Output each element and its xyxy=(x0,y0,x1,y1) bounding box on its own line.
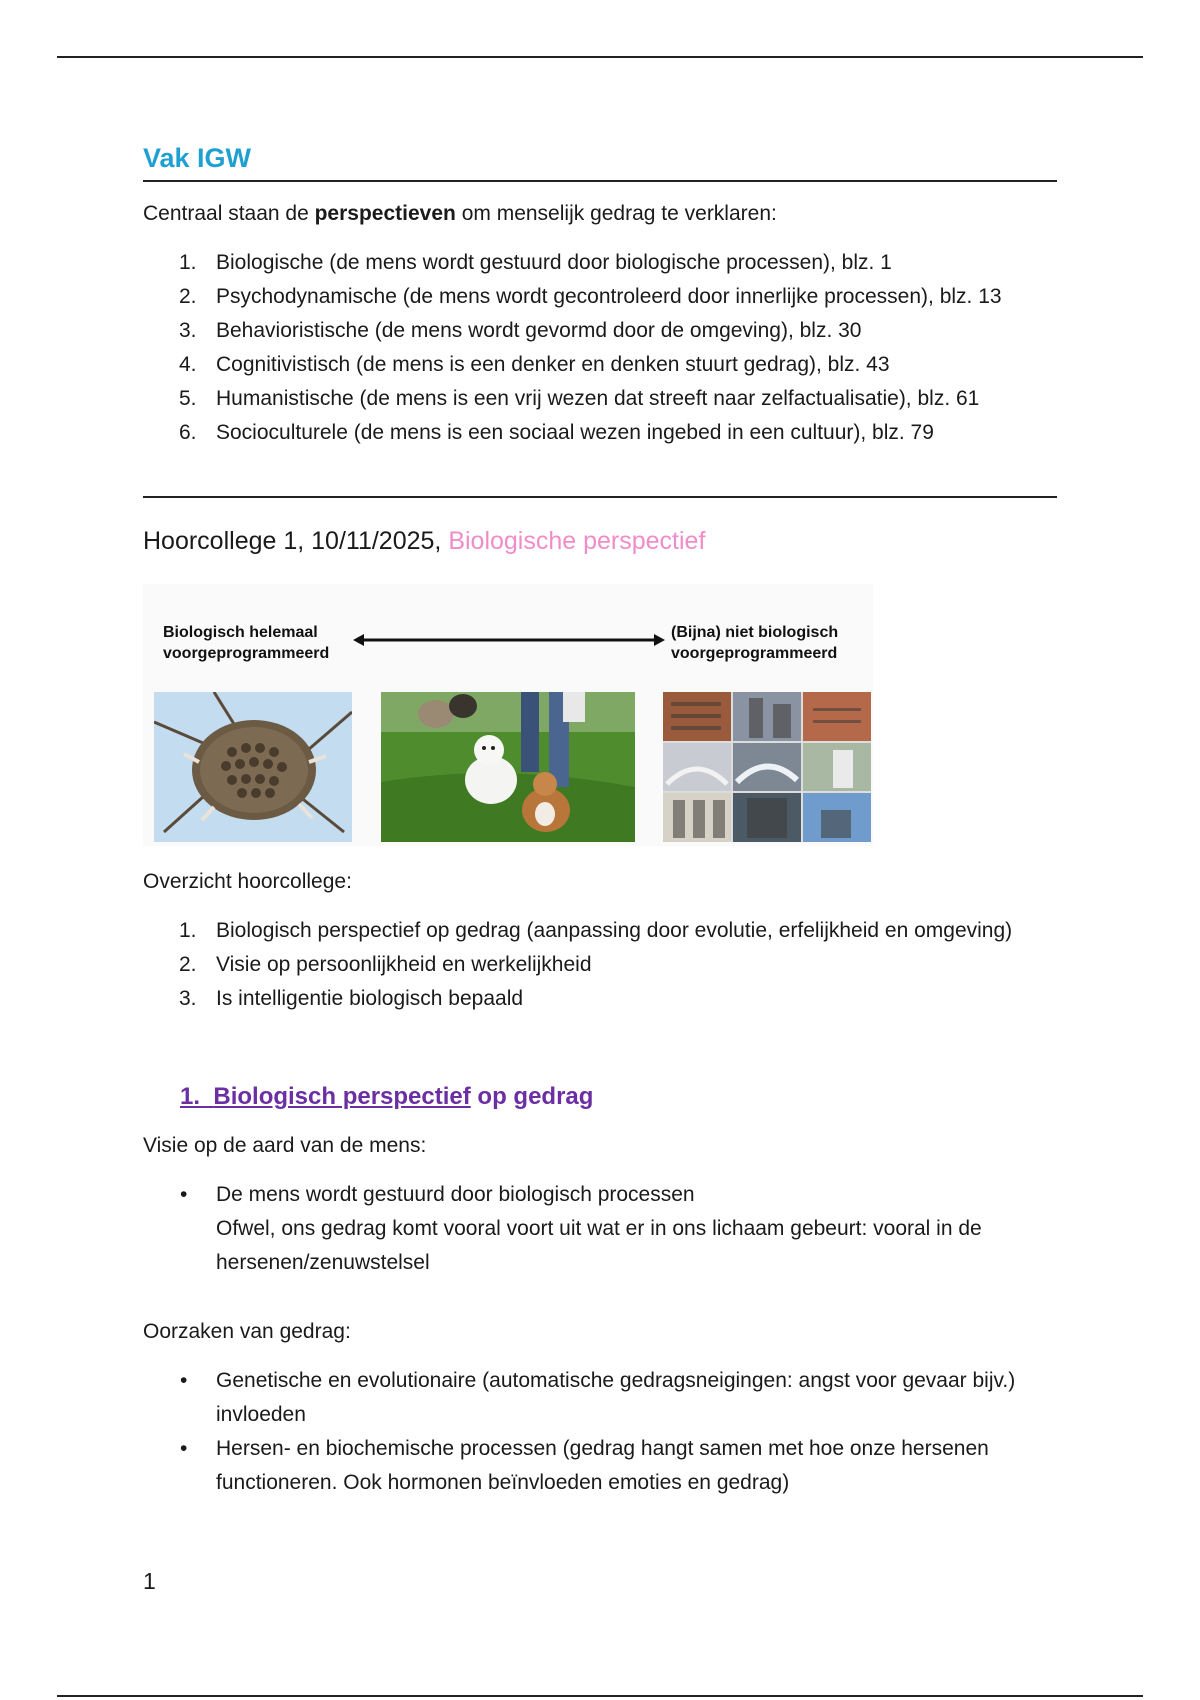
perspective-text: Humanistische (de mens is een vrij wezen dat streeft naar zelfactualisatie), blz. 61 xyxy=(216,387,980,410)
figure-label-left-line2: voorgeprogrammeerd xyxy=(163,645,330,662)
figure-label-right-line2: voorgeprogrammeerd xyxy=(671,645,838,662)
double-arrow-icon xyxy=(353,632,665,648)
list-item: 1. Biologische (de mens wordt gestuurd door biologische processen), blz. 1 xyxy=(179,251,892,274)
list-item: • Genetische en evolutionaire (automatische gedragsneigingen: angst voor gevaar bijv.) invloeden xyxy=(180,1369,1016,1426)
intro-text-end: om menselijk gedrag te verklaren: xyxy=(455,202,777,225)
wasp-nest-photo xyxy=(154,692,352,842)
list-item: • De mens wordt gestuurd door biologisch processen Ofwel, ons gedrag komt vooral voort uit wat er in ons lichaam gebeurt: vooral in de hersenen/zenuwstelsel xyxy=(180,1183,982,1274)
section-separator-rule xyxy=(143,496,1057,498)
section-title-underlined: Biologisch perspectief xyxy=(213,1083,471,1110)
list-item: 2. Visie op persoonlijkheid en werkelijkheid xyxy=(179,953,592,976)
page-content xyxy=(143,140,1057,1500)
list-item: 2. Psychodynamische (de mens wordt gecontroleerd door innerlijke processen), blz. 13 xyxy=(179,285,1002,308)
list-item: 5. Humanistische (de mens is een vrij wezen dat streeft naar zelfactualisatie), blz. 61 xyxy=(179,387,980,410)
title-underline-rule xyxy=(143,180,1057,182)
overview-text: Is intelligentie biologisch bepaald xyxy=(216,987,524,1010)
list-item: 4. Cognitivistisch (de mens is een denker en denken stuurt gedrag), blz. 43 xyxy=(179,353,890,376)
intro-text-start: Centraal staan de xyxy=(143,202,315,225)
cause-text: Hersen- en biochemische processen (gedrag hangt samen met hoe onze hersenen functioneren. Ook hormonen beïnvloeden emoties en gedrag) xyxy=(216,1437,989,1494)
perspective-text: Cognitivistisch (de mens is een denker en denken stuurt gedrag), blz. 43 xyxy=(216,353,890,376)
dogs-photo xyxy=(381,692,635,842)
vision-label: Visie op de aard van de mens: xyxy=(143,1134,427,1157)
intro-bold-term: perspectieven xyxy=(314,202,456,225)
intro-paragraph xyxy=(143,200,1057,228)
list-item: 3. Is intelligentie biologisch bepaald xyxy=(179,987,524,1010)
overview-list xyxy=(143,914,1057,1016)
vision-line-2: Ofwel, ons gedrag komt vooral voort uit wat er in ons lichaam gebeurt: vooral in de hersenen/zenuwstelsel xyxy=(216,1217,982,1274)
perspective-text: Socioculturele (de mens is een sociaal wezen ingebed in een cultuur), blz. 79 xyxy=(216,421,934,444)
page-number: 1 xyxy=(143,1568,156,1594)
list-item: 1. Biologisch perspectief op gedrag (aanpassing door evolutie, erfelijkheid en omgeving) xyxy=(179,919,1013,942)
figure-label-right-line1: (Bijna) niet biologisch xyxy=(671,624,839,641)
perspective-text: Biologische (de mens wordt gestuurd door biologische processen), blz. 1 xyxy=(216,251,892,274)
vision-list xyxy=(143,1178,1057,1280)
document-title: Vak IGW xyxy=(143,143,252,173)
lecture-heading-main: Hoorcollege 1, 10/11/2025, xyxy=(143,527,449,555)
perspective-text: Psychodynamische (de mens wordt gecontroleerd door innerlijke processen), blz. 13 xyxy=(216,285,1002,308)
section-number: 1. xyxy=(180,1083,201,1110)
page-bottom-rule xyxy=(57,1695,1143,1697)
page-top-rule xyxy=(57,56,1143,58)
perspective-text: Behavioristische (de mens wordt gevormd door de omgeving), blz. 30 xyxy=(216,319,862,342)
overview-text: Biologisch perspectief op gedrag (aanpassing door evolutie, erfelijkheid en omgeving) xyxy=(216,919,1013,942)
lecture-heading-topic: Biologische perspectief xyxy=(448,527,706,555)
section-title-rest: op gedrag xyxy=(470,1083,594,1110)
list-item: 3. Behavioristische (de mens wordt gevormd door de omgeving), blz. 30 xyxy=(179,319,862,342)
list-item: 6. Socioculturele (de mens is een sociaal wezen ingebed in een cultuur), blz. 79 xyxy=(179,421,934,444)
figure-label-left xyxy=(163,622,329,664)
biology-spectrum-figure xyxy=(143,584,873,846)
lecture-heading xyxy=(143,524,1057,558)
figure-label-left-line1: Biologisch helemaal xyxy=(163,624,318,641)
overview-label: Overzicht hoorcollege: xyxy=(143,870,352,893)
section-heading xyxy=(180,1080,1057,1114)
overview-text: Visie op persoonlijkheid en werkelijkheid xyxy=(216,953,592,976)
causes-label: Oorzaken van gedrag: xyxy=(143,1320,351,1343)
figure-label-right xyxy=(671,622,838,664)
list-item: • Hersen- en biochemische processen (gedrag hangt samen met hoe onze hersenen functioneren. Ook hormonen beïnvloeden emoties en gedrag) xyxy=(180,1437,989,1494)
perspectives-list xyxy=(143,246,1057,450)
vision-line-1: De mens wordt gestuurd door biologisch processen xyxy=(216,1183,695,1206)
buildings-collage-photo xyxy=(663,692,871,842)
cause-text: Genetische en evolutionaire (automatische gedragsneigingen: angst voor gevaar bijv.) invloeden xyxy=(216,1369,1016,1426)
causes-list xyxy=(143,1364,1057,1500)
